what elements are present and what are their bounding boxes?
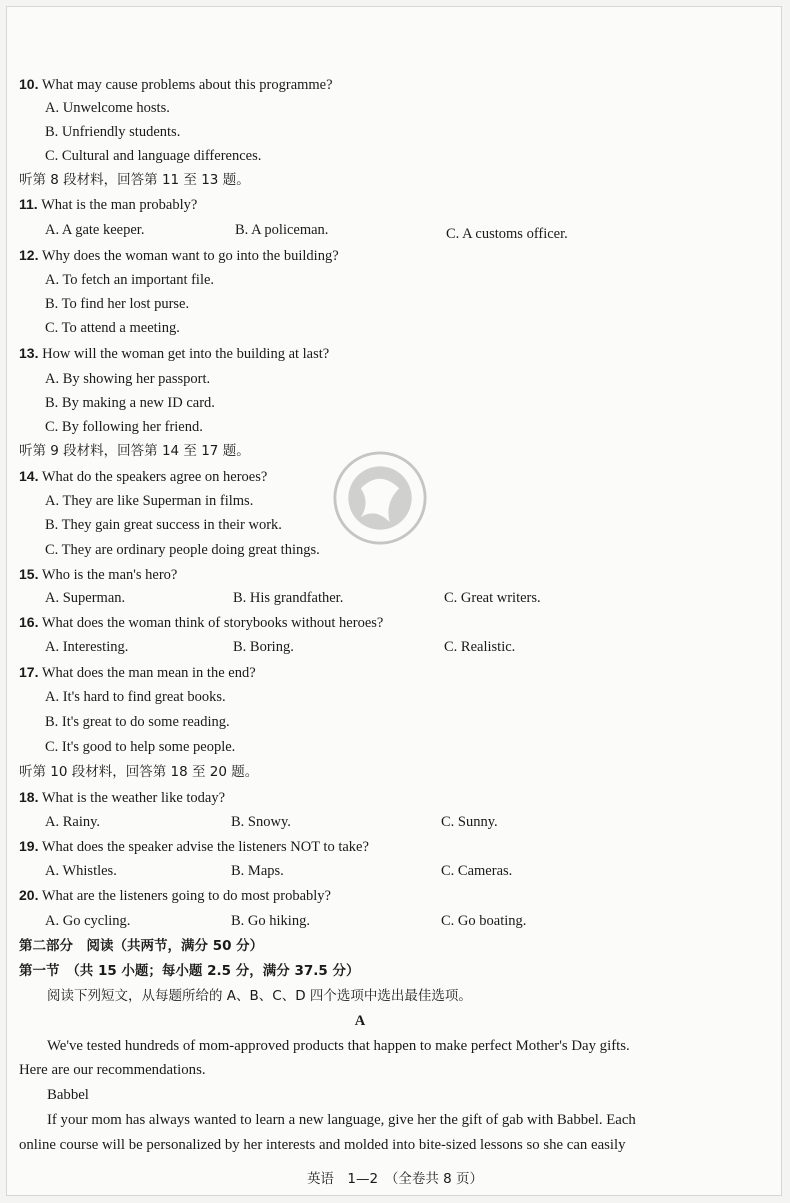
passage-line: online course will be personalized by her interests and molded into bite-sized lessons so she can easily	[19, 1137, 626, 1153]
option-a: A. Go cycling.	[45, 913, 131, 929]
option-c: C. Cameras.	[441, 863, 513, 879]
option-a: A. Whistles.	[45, 863, 117, 879]
option-c: C. Realistic.	[444, 639, 516, 655]
option-b: B. Unfriendly students.	[45, 124, 181, 140]
option-a: A. Rainy.	[45, 814, 101, 830]
question-12: 12. Why does the woman want to go into the building?	[19, 247, 339, 264]
option-a: A. It's hard to find great books.	[45, 689, 226, 705]
passage-line: If your mom has always wanted to learn a new language, give her the gift of gab with Babbel. Each	[47, 1112, 636, 1128]
part-heading: 第二部分 阅读（共两节，满分 50 分）	[19, 938, 264, 954]
section-heading: 听第 9 段材料，回答第 14 至 17 题。	[19, 443, 250, 459]
question-11: 11. What is the man probably?	[19, 196, 198, 213]
option-c: C. Great writers.	[444, 590, 541, 606]
option-b: B. Go hiking.	[231, 913, 310, 929]
option-c: C. A customs officer.	[446, 226, 568, 242]
section-heading: 听第 10 段材料，回答第 18 至 20 题。	[19, 764, 259, 780]
option-a: A. By showing her passport.	[45, 371, 211, 387]
option-c: C. Sunny.	[441, 814, 498, 830]
passage-label: A	[354, 1013, 366, 1029]
option-a: A. To fetch an important file.	[45, 272, 215, 288]
question-20: 20. What are the listeners going to do most probably?	[19, 887, 331, 904]
question-10: 10. What may cause problems about this programme?	[19, 76, 333, 93]
question-13: 13. How will the woman get into the building at last?	[19, 345, 330, 362]
option-a: A. Superman.	[45, 590, 126, 606]
option-c: C. Go boating.	[441, 913, 527, 929]
option-c: C. To attend a meeting.	[45, 320, 180, 336]
passage-line: We've tested hundreds of mom-approved products that happen to make perfect Mother's Day gifts.	[47, 1038, 630, 1054]
passage-line: Here are our recommendations.	[19, 1062, 206, 1078]
question-17: 17. What does the man mean in the end?	[19, 664, 256, 681]
option-b: B. Maps.	[231, 863, 284, 879]
watermark-seal-icon	[332, 450, 428, 546]
option-b: B. To find her lost purse.	[45, 296, 190, 312]
option-b: B. By making a new ID card.	[45, 395, 215, 411]
option-c: C. By following her friend.	[45, 419, 203, 435]
question-14: 14. What do the speakers agree on heroes?	[19, 468, 268, 485]
option-b: B. A policeman.	[235, 222, 329, 238]
section-heading: 第一节 （共 15 小题；每小题 2.5 分，满分 37.5 分）	[19, 963, 360, 979]
question-18: 18. What is the weather like today?	[19, 789, 226, 806]
page-footer: 英语 1—2 （全卷共 8 页）	[306, 1171, 484, 1187]
option-a: A. Interesting.	[45, 639, 129, 655]
option-a: A. They are like Superman in films.	[45, 493, 254, 509]
option-c: C. It's good to help some people.	[45, 739, 236, 755]
option-b: B. His grandfather.	[233, 590, 344, 606]
option-a: A. Unwelcome hosts.	[45, 100, 170, 116]
passage-subheading: Babbel	[47, 1087, 89, 1103]
option-c: C. Cultural and language differences.	[45, 148, 262, 164]
option-b: B. Snowy.	[231, 814, 291, 830]
section-heading: 听第 8 段材料，回答第 11 至 13 题。	[19, 172, 250, 188]
option-b: B. It's great to do some reading.	[45, 714, 230, 730]
question-19: 19. What does the speaker advise the listeners NOT to take?	[19, 838, 369, 855]
option-c: C. They are ordinary people doing great things.	[45, 542, 320, 558]
question-16: 16. What does the woman think of storybooks without heroes?	[19, 614, 384, 631]
option-b: B. They gain great success in their work.	[45, 517, 282, 533]
option-a: A. A gate keeper.	[45, 222, 145, 238]
question-15: 15. Who is the man's hero?	[19, 566, 178, 583]
option-b: B. Boring.	[233, 639, 294, 655]
instruction-text: 阅读下列短文，从每题所给的 A、B、C、D 四个选项中选出最佳选项。	[47, 988, 472, 1004]
